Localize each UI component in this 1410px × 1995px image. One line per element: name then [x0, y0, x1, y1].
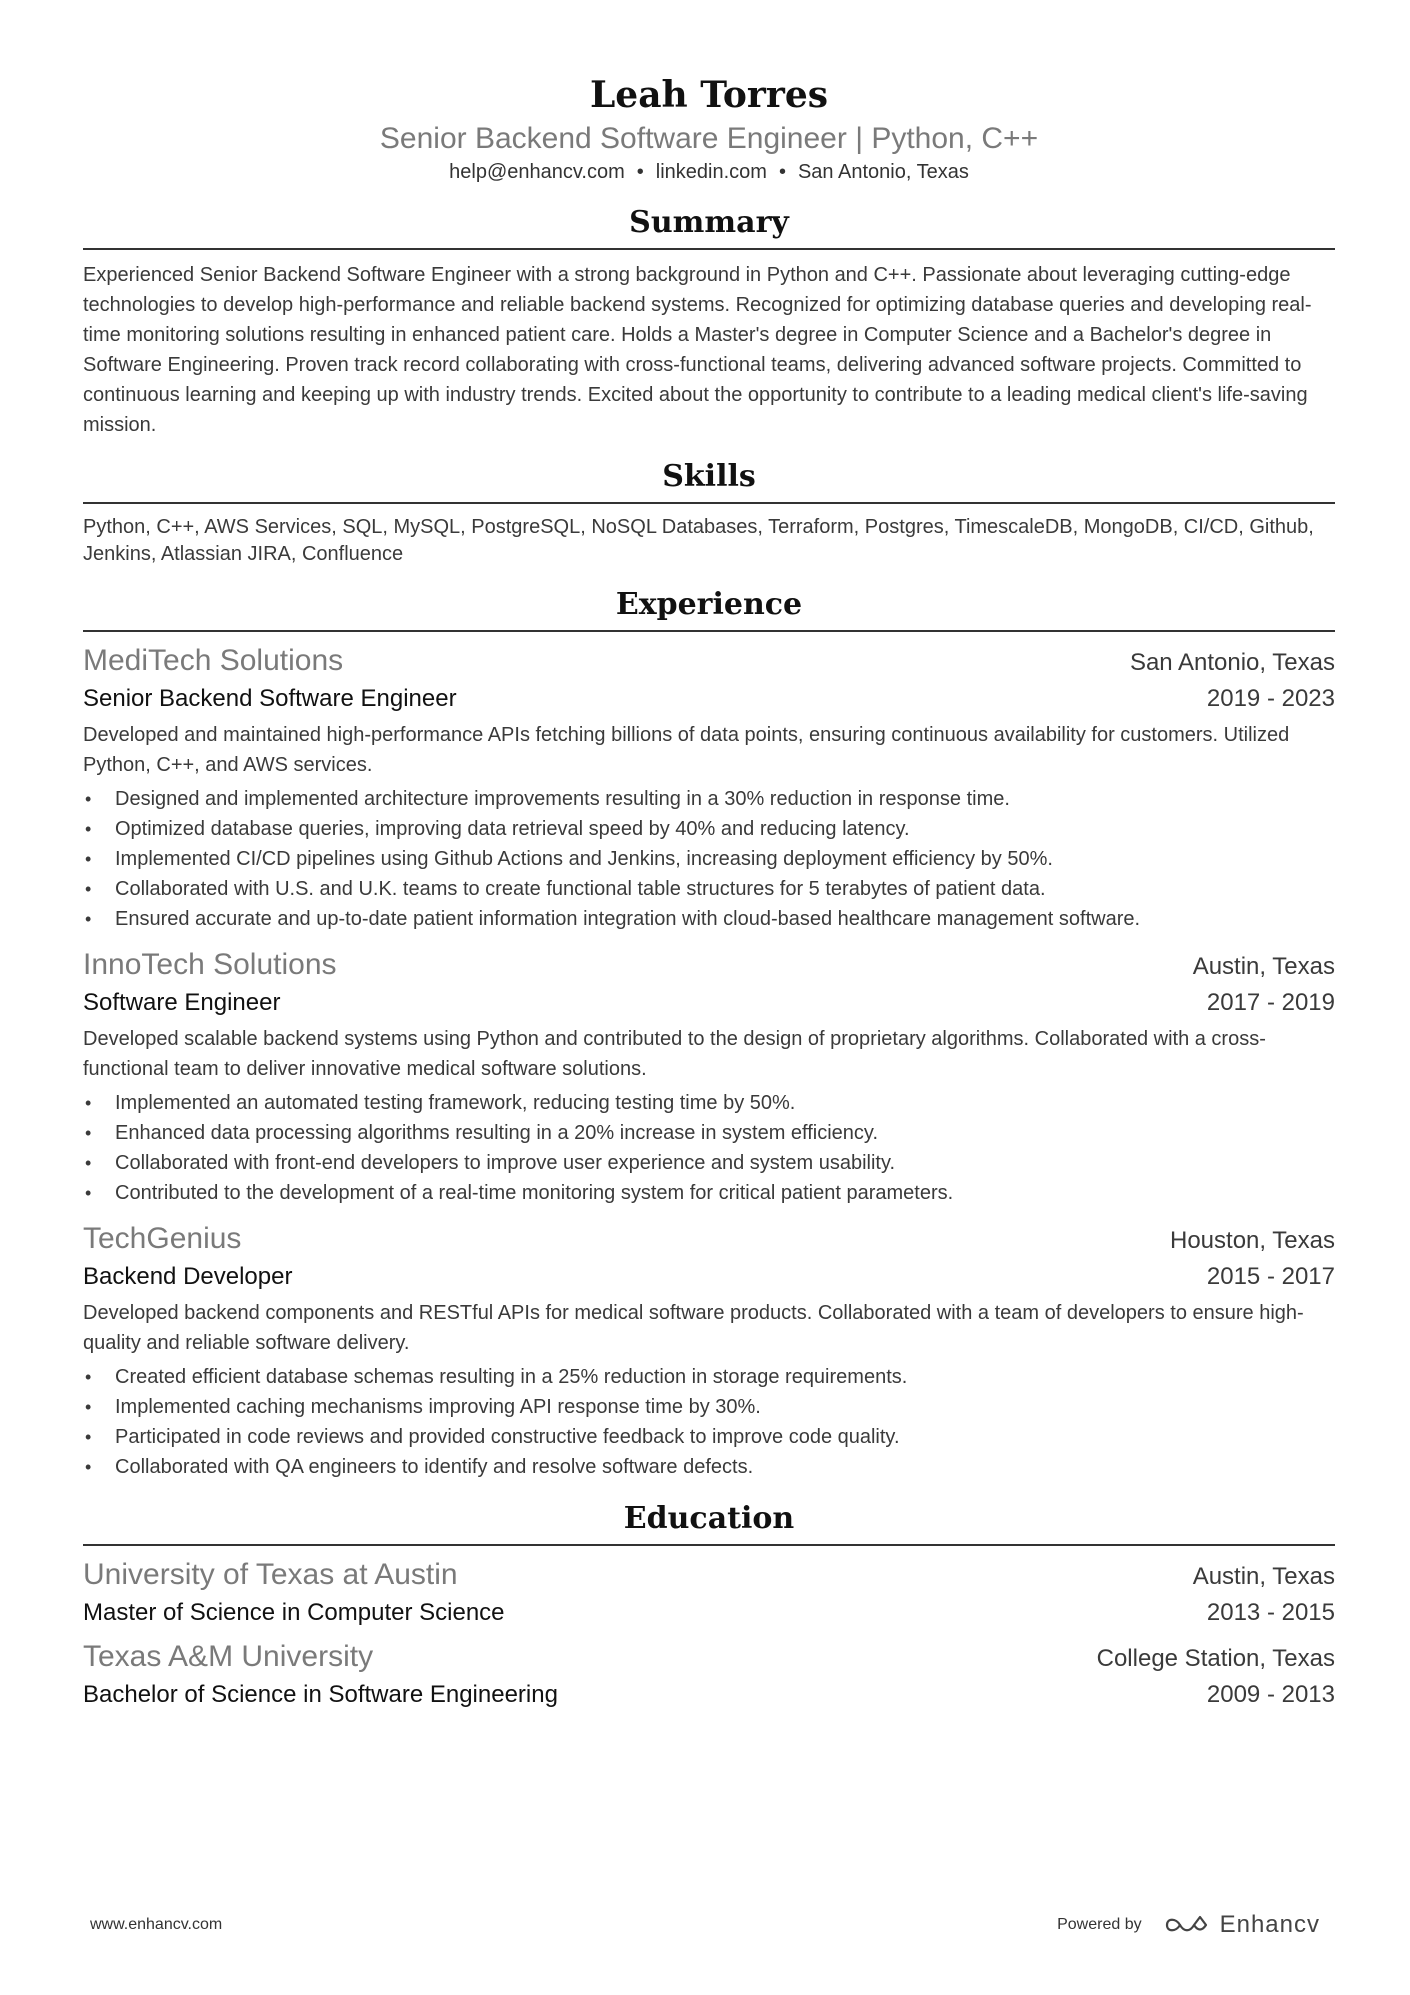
resume-page [83, 70, 1335, 1714]
entry-header-row [83, 946, 1335, 984]
achievement-item: • Implemented an automated testing framework, reducing testing time by 50%. [83, 1088, 1335, 1118]
education-entry [83, 1638, 1335, 1714]
powered-by [1057, 1911, 1320, 1939]
school-location: Austin, Texas [1192, 1563, 1335, 1590]
job-title: Senior Backend Software Engineer [83, 685, 457, 712]
enhancv-logo-icon [1164, 1913, 1212, 1937]
company-name: InnoTech Solutions [83, 948, 337, 981]
job-location: San Antonio, Texas [1129, 649, 1335, 676]
brand-name: Enhancv [1219, 1911, 1320, 1938]
job-dates: 2019 - 2023 [1206, 685, 1335, 712]
job-dates: 2015 - 2017 [1206, 1263, 1335, 1290]
education-header-row [83, 1556, 1335, 1594]
skills-text: Python, C++, AWS Services, SQL, MySQL, PostgreSQL, NoSQL Databases, Terraform, Postgres, TimescaleDB, MongoDB, CI/CD, Github, Jenkins, Atlassian JIRA, Confluence [83, 516, 1314, 565]
company-name: TechGenius [83, 1222, 242, 1255]
achievement-item: • Collaborated with front-end developers to improve user experience and system usability. [83, 1148, 1335, 1178]
achievement-item: • Participated in code reviews and provided constructive feedback to improve code quality. [83, 1422, 1335, 1452]
experience-list [83, 642, 1335, 1482]
powered-by-text: Powered by [1057, 1916, 1142, 1933]
education-degree-row [83, 1594, 1335, 1632]
entry-header-row [83, 642, 1335, 680]
contact-location: San Antonio, Texas [797, 161, 969, 183]
education-dates: 2013 - 2015 [1206, 1599, 1335, 1626]
achievement-item: • Designed and implemented architecture improvements resulting in a 30% reduction in response time. [83, 784, 1335, 814]
education-dates: 2009 - 2013 [1206, 1681, 1335, 1708]
degree-name: Bachelor of Science in Software Engineering [83, 1681, 558, 1708]
experience-section [83, 584, 1335, 1482]
education-header-row [83, 1638, 1335, 1676]
achievement-list [83, 1088, 1335, 1208]
school-name: Texas A&M University [83, 1640, 374, 1673]
education-list [83, 1556, 1335, 1714]
entry-role-row [83, 1258, 1335, 1296]
entry-role-row [83, 680, 1335, 718]
degree-name: Master of Science in Computer Science [83, 1599, 505, 1626]
achievement-item: • Collaborated with QA engineers to identify and resolve software defects. [83, 1452, 1335, 1482]
candidate-name: Leah Torres [589, 74, 829, 116]
job-location: Houston, Texas [1170, 1227, 1335, 1254]
skills-title: Skills [83, 456, 1335, 504]
entry-role-row [83, 984, 1335, 1022]
experience-entry [83, 1220, 1335, 1482]
company-name: MediTech Solutions [83, 644, 344, 677]
achievement-item: • Collaborated with U.S. and U.K. teams to create functional table structures for 5 terabytes of patient data. [83, 874, 1335, 904]
contact-linkedin[interactable]: linkedin.com [655, 161, 767, 183]
job-description: Developed and maintained high-performance APIs fetching billions of data points, ensuring continuous availability for customers. Utilized Python, C++, and AWS services. [83, 724, 1290, 776]
achievement-list [83, 1362, 1335, 1482]
summary-section [83, 202, 1335, 440]
job-title: Software Engineer [83, 989, 281, 1016]
entry-header-row [83, 1220, 1335, 1258]
school-location: College Station, Texas [1096, 1645, 1335, 1672]
contact-email[interactable]: help@enhancv.com [449, 161, 625, 183]
job-title: Backend Developer [83, 1263, 293, 1290]
school-name: University of Texas at Austin [83, 1558, 458, 1591]
separator-dot-icon: • [636, 161, 644, 183]
education-title: Education [83, 1498, 1335, 1546]
achievement-item: • Optimized database queries, improving data retrieval speed by 40% and reducing latency. [83, 814, 1335, 844]
achievement-item: • Enhanced data processing algorithms resulting in a 20% increase in system efficiency. [83, 1118, 1335, 1148]
job-description: Developed scalable backend systems using Python and contributed to the design of proprietary algorithms. Collaborated with a cross-functional team to deliver innovative medical software solutions. [83, 1028, 1266, 1080]
achievement-item: • Implemented CI/CD pipelines using Github Actions and Jenkins, increasing deployment efficiency by 50%. [83, 844, 1335, 874]
page-footer [90, 1905, 1320, 1945]
summary-title: Summary [83, 202, 1335, 250]
job-dates: 2017 - 2019 [1206, 989, 1335, 1016]
skills-section [83, 456, 1335, 568]
job-description: Developed backend components and RESTful APIs for medical software products. Collaborated with a team of developers to ensure high-quality and reliable software delivery. [83, 1302, 1304, 1354]
resume-header [83, 70, 1335, 186]
contact-line [83, 158, 1335, 186]
experience-entry [83, 946, 1335, 1208]
education-degree-row [83, 1676, 1335, 1714]
footer-url-link[interactable]: www.enhancv.com [90, 1916, 223, 1933]
achievement-list [83, 784, 1335, 934]
achievement-item: • Created efficient database schemas resulting in a 25% reduction in storage requirements. [83, 1362, 1335, 1392]
candidate-headline: Senior Backend Software Engineer | Python, C++ [379, 122, 1039, 155]
experience-entry [83, 642, 1335, 934]
job-location: Austin, Texas [1192, 953, 1335, 980]
achievement-item: • Implemented caching mechanisms improving API response time by 30%. [83, 1392, 1335, 1422]
enhancv-brand[interactable] [1164, 1911, 1320, 1939]
experience-title: Experience [83, 584, 1335, 632]
summary-text: Experienced Senior Backend Software Engineer with a strong background in Python and C++. Passionate about leveraging cutting-edge technologies to develop high-performance and reliable backend systems. Recognized for optimizing database queries and developing real-time monitoring solutions resulting in enhanced patient care. Holds a Master's degree in Computer Science and a Bachelor's degree in Software Engineering. Proven track record collaborating with cross-functional teams, delivering advanced software projects. Committed to continuous learning and keeping up with industry trends. Excited about the opportunity to contribute to a leading medical client's life-saving mission. [83, 264, 1312, 436]
education-entry [83, 1556, 1335, 1632]
separator-dot-icon: • [778, 161, 786, 183]
achievement-item: • Contributed to the development of a real-time monitoring system for critical patient parameters. [83, 1178, 1335, 1208]
achievement-item: • Ensured accurate and up-to-date patient information integration with cloud-based healthcare management software. [83, 904, 1335, 934]
education-section [83, 1498, 1335, 1714]
